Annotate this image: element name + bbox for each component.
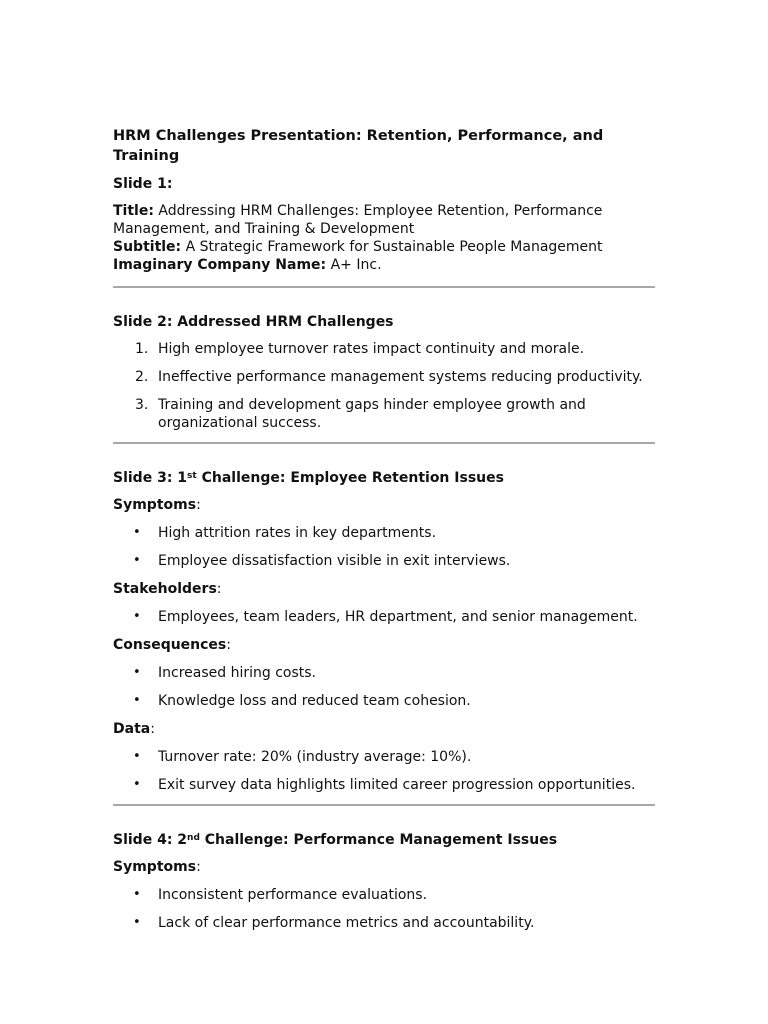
stakeholders-label bbox=[113, 580, 655, 598]
heading-text: Slide 3: 1 bbox=[113, 470, 188, 486]
colon: : bbox=[216, 581, 222, 597]
list-item-text: Inconsistent performance evaluations. bbox=[158, 887, 428, 903]
list-item bbox=[113, 886, 655, 904]
divider bbox=[113, 442, 655, 444]
title-value: Addressing HRM Challenges: Employee Retention, Performance Management, and Training & Development bbox=[113, 203, 603, 237]
list-item-text: Lack of clear performance metrics and accountability. bbox=[158, 915, 535, 931]
list-item bbox=[113, 692, 655, 710]
title-label: Title: bbox=[113, 203, 154, 219]
list-item-text: High attrition rates in key departments. bbox=[158, 525, 437, 541]
symptoms-label bbox=[113, 496, 655, 514]
document-content bbox=[113, 126, 655, 942]
bullet-icon: • bbox=[133, 693, 141, 708]
company-label: Imaginary Company Name: bbox=[113, 257, 327, 273]
bullet-icon: • bbox=[133, 915, 141, 930]
heading-text: Challenge: Performance Management Issues bbox=[199, 832, 558, 848]
document-title: HRM Challenges Presentation: Retention, Performance, and Training bbox=[113, 128, 604, 164]
label-text: Consequences bbox=[113, 637, 227, 653]
heading-text: Challenge: Employee Retention Issues bbox=[196, 470, 504, 486]
heading-text: Slide 4: 2 bbox=[113, 832, 188, 848]
slide-1-heading: Slide 1: bbox=[113, 176, 173, 192]
ordinal-suffix: nd bbox=[187, 833, 200, 843]
list-item bbox=[113, 368, 655, 386]
label-text: Data bbox=[113, 721, 151, 737]
bullet-icon: • bbox=[133, 749, 141, 764]
list-item-text: Knowledge loss and reduced team cohesion. bbox=[158, 693, 471, 709]
company-value: A+ Inc. bbox=[326, 257, 382, 273]
list-item bbox=[113, 748, 655, 766]
colon: : bbox=[150, 721, 155, 737]
bullet-icon: • bbox=[133, 525, 141, 540]
list-item bbox=[113, 776, 655, 794]
bullet-icon: • bbox=[133, 609, 141, 624]
list-number: 3. bbox=[135, 397, 149, 413]
consequences-label bbox=[113, 636, 655, 654]
list-item bbox=[113, 664, 655, 682]
list-item-text: Employee dissatisfaction visible in exit interviews. bbox=[158, 553, 511, 569]
list-number: 2. bbox=[135, 369, 149, 385]
slide-4-heading bbox=[113, 830, 655, 850]
symptoms-list bbox=[113, 524, 655, 570]
list-item bbox=[113, 914, 655, 932]
list-item-text: Employees, team leaders, HR department, and senior management. bbox=[158, 609, 638, 625]
subtitle-label: Subtitle: bbox=[113, 239, 182, 255]
divider bbox=[113, 804, 655, 806]
colon: : bbox=[226, 637, 231, 653]
list-item-text: Exit survey data highlights limited career progression opportunities. bbox=[158, 777, 636, 793]
ordinal-suffix: st bbox=[187, 471, 197, 481]
slide-1-subtitle-line bbox=[113, 238, 655, 256]
slide-3-heading bbox=[113, 468, 655, 488]
list-item-text: Training and development gaps hinder employee growth and organizational success. bbox=[158, 397, 586, 431]
slide-1-company-line bbox=[113, 256, 655, 274]
symptoms-label bbox=[113, 858, 655, 876]
label-text: Symptoms bbox=[113, 859, 197, 875]
data-list bbox=[113, 748, 655, 794]
list-item bbox=[113, 552, 655, 570]
list-item bbox=[113, 396, 655, 432]
list-item-text: Ineffective performance management systems reducing productivity. bbox=[158, 369, 643, 385]
bullet-icon: • bbox=[133, 777, 141, 792]
slide-2-heading: Slide 2: Addressed HRM Challenges bbox=[113, 314, 394, 330]
list-item-text: Turnover rate: 20% (industry average: 10%). bbox=[158, 749, 472, 765]
bullet-icon: • bbox=[133, 887, 141, 902]
consequences-list bbox=[113, 664, 655, 710]
divider bbox=[113, 286, 655, 288]
symptoms-list bbox=[113, 886, 655, 932]
list-item bbox=[113, 608, 655, 626]
label-text: Stakeholders bbox=[113, 581, 217, 597]
stakeholders-list bbox=[113, 608, 655, 626]
list-item-text: Increased hiring costs. bbox=[158, 665, 316, 681]
colon: : bbox=[196, 497, 201, 513]
label-text: Symptoms bbox=[113, 497, 197, 513]
slide-1-title-line bbox=[113, 202, 655, 238]
data-label bbox=[113, 720, 655, 738]
challenges-list bbox=[113, 340, 655, 432]
list-number: 1. bbox=[135, 341, 149, 357]
colon: : bbox=[196, 859, 201, 875]
list-item bbox=[113, 524, 655, 542]
bullet-icon: • bbox=[133, 553, 141, 568]
subtitle-value: A Strategic Framework for Sustainable People Management bbox=[181, 239, 603, 255]
list-item bbox=[113, 340, 655, 358]
list-item-text: High employee turnover rates impact continuity and morale. bbox=[158, 341, 585, 357]
bullet-icon: • bbox=[133, 665, 141, 680]
